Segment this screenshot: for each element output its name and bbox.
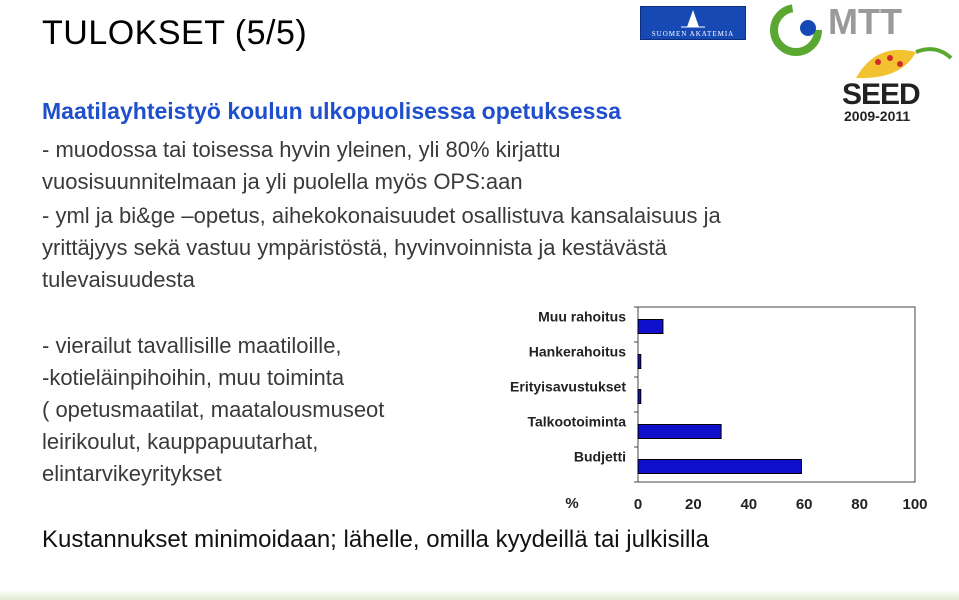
x-axis-label: % [565,495,579,512]
section-subtitle: Maatilayhteistyö koulun ulkopuolisessa opetuksessa [42,98,622,124]
bar [638,425,721,439]
paragraph-1-line: vuosisuunnitelmaan ja yli puolella myös OPS:aan [42,169,523,194]
plot-frame [638,307,915,482]
paragraph-3-line: ( opetusmaatilat, maatalousmuseot [42,397,385,422]
paragraph-3-line: -kotieläinpihoihin, muu toiminta [42,365,345,390]
bar [638,390,641,404]
paragraph-2-line: tulevaisuudesta [42,267,195,292]
paragraph-2-line: yrittäjyys sekä vastuu ympäristöstä, hyvinvoinnista ja kestävästä [42,235,667,260]
academy-logo-text: SUOMEN AKATEMIA [651,30,735,38]
category-label: Talkootoiminta [527,413,626,430]
footer-note: Kustannukset minimoidaan; lähelle, omilla kyydeillä tai julkisilla [42,526,709,553]
x-tick-label: 100 [902,496,928,513]
paragraph-2-line: - yml ja bi&ge –opetus, aihekokonaisuudet osallistuva kansalaisuus ja [42,203,721,228]
slide-title: TULOKSET (5/5) [42,14,308,52]
paragraph-1 [42,134,560,198]
category-label: Muu rahoitus [538,308,626,325]
x-tick-label: 20 [685,496,702,513]
category-label: Hankerahoitus [528,343,626,360]
seed-logo-text: SEED [842,78,920,111]
mtt-logo [766,0,956,85]
suomen-akatemia-logo [640,6,746,40]
x-tick-label: 0 [633,496,643,513]
academy-emblem-icon [641,7,745,31]
x-tick-label: 60 [795,496,813,513]
paragraph-3-line: elintarvikeyritykset [42,461,222,486]
paragraph-3-line: - vierailut tavallisille maatiloille, [42,333,342,358]
paragraph-3-line: leirikoulut, kauppapuutarhat, [42,429,319,454]
bar [638,355,641,369]
bar [638,320,663,334]
x-tick-label: 80 [851,496,868,513]
paragraph-3 [42,330,384,490]
category-label: Budjetti [573,448,626,465]
paragraph-1-line: - muodossa tai toisessa hyvin yleinen, yli 80% kirjattu [42,137,561,162]
bar [638,460,801,474]
bottom-rule [0,590,959,600]
x-tick-label: 40 [740,496,758,513]
mtt-logo-text: MTT [828,1,902,42]
seed-years: 2009-2011 [844,108,911,124]
funding-bar-chart [470,300,950,520]
paragraph-2 [42,200,721,296]
seed-leaf-icon [856,49,951,78]
category-label: Erityisavustukset [510,378,626,395]
